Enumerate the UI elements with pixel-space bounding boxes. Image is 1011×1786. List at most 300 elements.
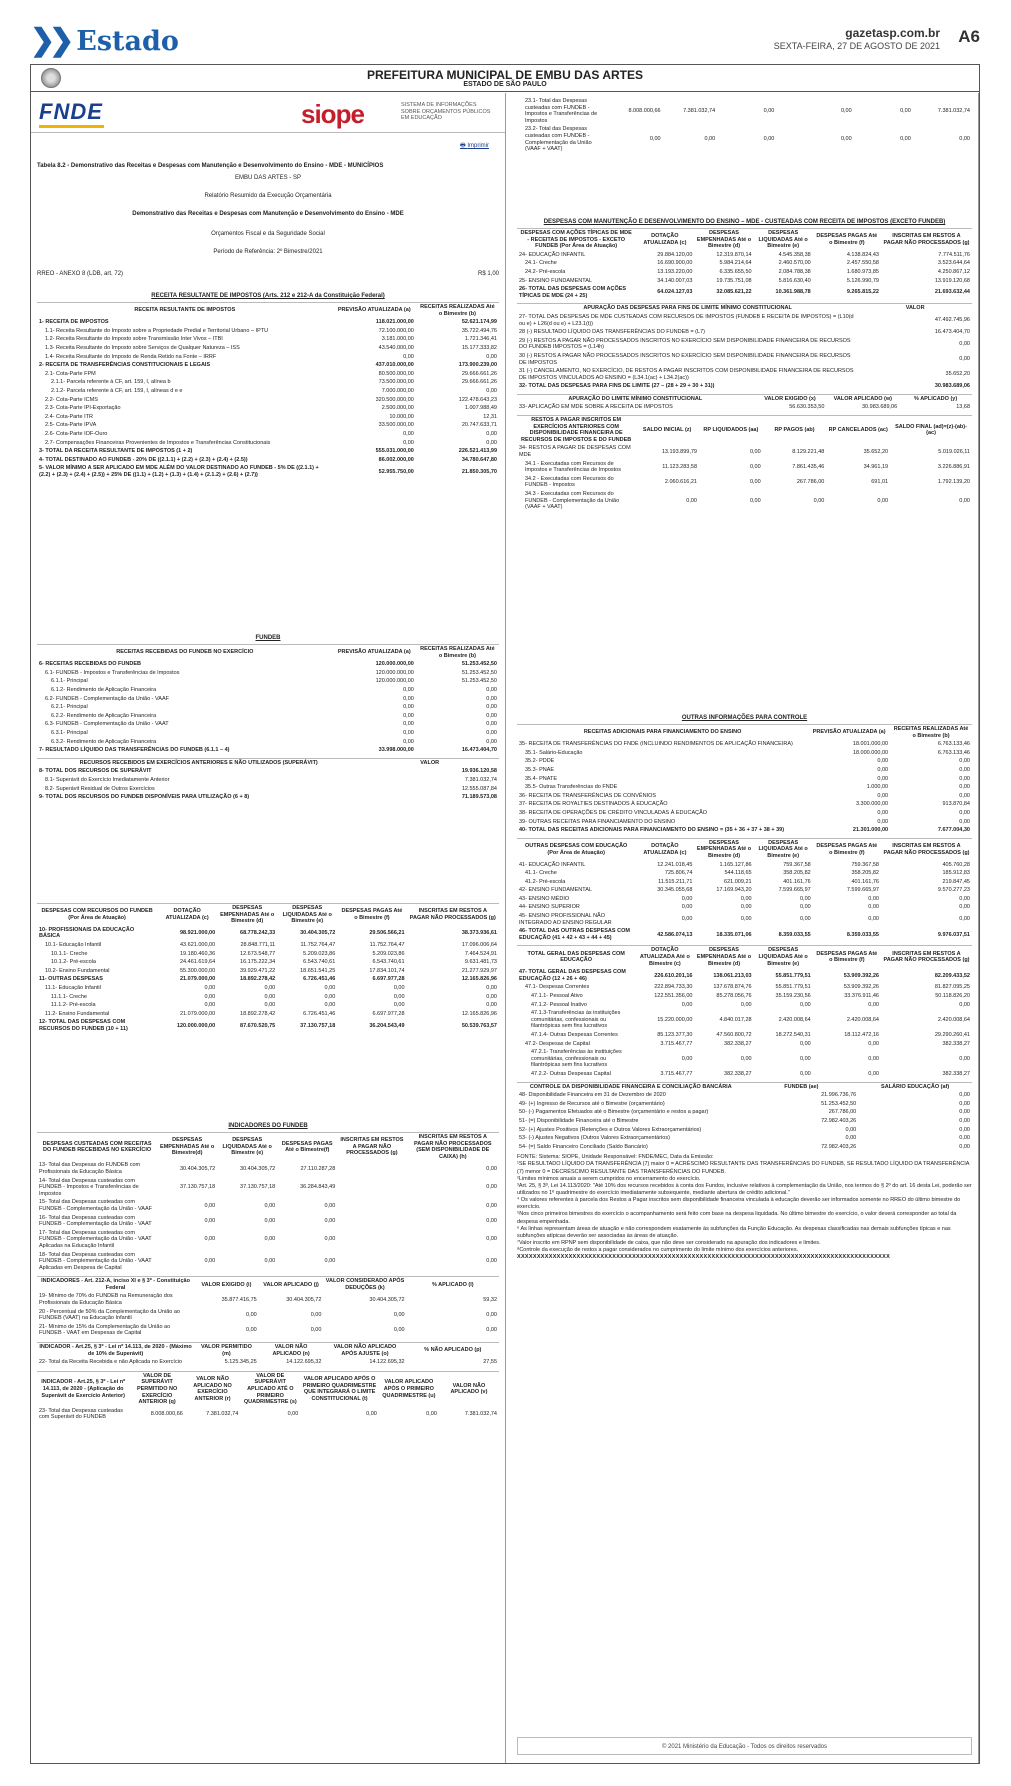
table-cell: 0,00 xyxy=(740,904,752,911)
table-cell: 21.850.305,70 xyxy=(461,468,497,475)
table-row xyxy=(37,669,499,678)
table-cell: 0,00 xyxy=(740,1055,752,1062)
table-cell: 0,00 xyxy=(800,1070,811,1077)
table-cell: 36- RECEITA DE TRANSFERÊNCIAS DE CONVÊNIOS xyxy=(519,792,657,799)
table-row xyxy=(517,983,972,992)
table-cell: 0,00 xyxy=(959,1117,970,1124)
superavit-application-table-cont xyxy=(517,97,972,154)
table-cell: 8- TOTAL DOS RECURSOS DE SUPERÁVIT xyxy=(39,768,152,775)
table-cell: 0,00 xyxy=(868,1055,879,1062)
table-cell: 0,00 xyxy=(959,497,970,504)
col-header: VALOR APLICADO APÓS O PRIMEIRO QUADRIMESTRE QUE INTEGRARÁ O LIMITE CONSTITUCIONAL (t) xyxy=(302,1376,377,1402)
table-row xyxy=(37,975,499,984)
table-row xyxy=(517,382,972,391)
table-cell: 21.277.929,97 xyxy=(461,967,497,974)
table-cell: 0,00 xyxy=(877,809,889,816)
table-row xyxy=(517,1048,972,1070)
table-cell: 14- Total das Despesas custeadas com FUNDEB - Impostos e Transferências de Impostos xyxy=(39,1177,139,1197)
table-cell: 0,00 xyxy=(749,497,761,504)
table-cell: 5.125.345,25 xyxy=(224,1359,257,1366)
reference-period: Período de Referência: 2º Bimestre/2021 xyxy=(213,249,323,255)
table-cell: 19.180.460,36 xyxy=(179,950,216,957)
table-cell: 7.599.665,97 xyxy=(778,887,811,894)
table-cell: 6.1.2- Rendimento de Aplicação Financeira xyxy=(51,686,157,693)
table-cell: 47.2.2- Outras Despesas Capital xyxy=(531,1070,611,1077)
table-cell: 12.555.087,84 xyxy=(461,785,497,792)
constitutional-indicators-table xyxy=(37,1276,499,1338)
table-row xyxy=(517,352,972,367)
table-row xyxy=(517,1143,972,1152)
table-cell: 41.2- Pré-escola xyxy=(525,878,566,885)
table-cell: 4.840.017,28 xyxy=(719,1016,752,1023)
right-column xyxy=(511,93,979,1763)
table-cell: 0,00 xyxy=(486,712,497,719)
table-cell: 6- RECEITAS RECEBIDAS DO FUNDEB xyxy=(39,661,141,668)
table-cell: 0,00 xyxy=(959,1126,970,1133)
table-row xyxy=(517,757,972,766)
chevron-right-icon: ❯❯ xyxy=(30,24,69,57)
table-cell xyxy=(337,1251,406,1273)
table-cell: 0,00 xyxy=(264,993,276,1000)
table-cell: 0,00 xyxy=(264,1236,276,1243)
table-cell: 10.1- Educação Infantil xyxy=(45,941,102,948)
table-cell: 39.929.471,22 xyxy=(240,967,276,974)
table-cell: 358.205,82 xyxy=(851,870,879,877)
table-row xyxy=(517,1100,972,1109)
table-title: Tabela 8.2 - Demonstrativo das Receitas e Despesas com Manutenção e Desenvolvimento do Ensino - MDE - MUNICÍPIOS xyxy=(37,163,384,169)
municipality: EMBU DAS ARTES - SP xyxy=(235,175,301,181)
publication-document xyxy=(30,64,980,1764)
table-cell: 0,00 xyxy=(204,1202,216,1209)
table-cell: 35.4- PNATE xyxy=(525,775,557,782)
table-cell: 20 - Percentual de 50% da Complementação da União ao FUNDEB (VAAT) na Educação Infantil xyxy=(39,1308,180,1322)
table-cell: 3.181.000,00 xyxy=(381,336,414,343)
col-header: DESPESAS PAGAS Até o Bimestre (f) xyxy=(816,233,878,246)
cash-availability-table xyxy=(517,1082,972,1152)
table-cell: 691,01 xyxy=(871,479,889,486)
table-cell: 2.1.1- Parcela referente à CF, art. 159, I, alínea b xyxy=(51,379,171,386)
table-cell: 0,00 xyxy=(204,1258,216,1265)
other-info-title: OUTRAS INFORMAÇÕES PARA CONTROLE xyxy=(681,715,808,721)
col-header: RECURSOS RECEBIDOS EM EXERCÍCIOS ANTERIORES E NÃO UTILIZADOS (SUPERÁVIT) xyxy=(79,759,318,766)
table-cell: 0,00 xyxy=(959,809,970,816)
table-cell: 86.002.000,00 xyxy=(378,456,414,463)
col-header: DESPESAS LIQUIDADAS Até o Bimestre (e) xyxy=(758,230,808,250)
table-row xyxy=(37,447,499,456)
table-cell: 47.1.4- Outras Despesas Correntes xyxy=(531,1031,618,1038)
table-cell: 6.3- FUNDEB - Complementação da União - VAAT xyxy=(45,721,169,728)
table-cell: 6.697.977,28 xyxy=(372,1010,405,1017)
col-header: % APLICADO (l) xyxy=(431,1281,474,1288)
table-cell: 0,00 xyxy=(800,916,811,923)
table-cell: 51.253.452,50 xyxy=(461,678,497,685)
table-cell: 2.3- Cota-Parte IPI-Exportação xyxy=(45,405,121,412)
table-cell: 120.000.000,00 xyxy=(375,678,414,685)
table-cell: 0,00 xyxy=(800,904,811,911)
table-cell: 0,00 xyxy=(486,1327,497,1334)
table-cell: 10.361.988,78 xyxy=(775,289,811,296)
col-header: VALOR NÃO APLICADO (n) xyxy=(272,1344,310,1357)
table-cell: 10- PROFISSIONAIS DA EDUCAÇÃO BÁSICA xyxy=(39,926,135,940)
footnote: ⁶ As linhas representam áreas de atuação e não correspondem exatamente às subfunções da Função Educação. As despesas classificadas nas demais subfunções típicas e nas subfunções atípicas deverão ser associadas às áreas de atuação. xyxy=(517,1225,951,1239)
table-cell: 13.193.899,79 xyxy=(661,448,697,455)
table-cell: 0,00 xyxy=(877,775,889,782)
table-cell: 12.319.870,14 xyxy=(716,251,752,258)
table-row xyxy=(517,861,972,870)
fundeb-revenue-table xyxy=(37,644,499,755)
left-column xyxy=(31,93,506,1763)
col-header: VALOR xyxy=(420,759,440,766)
table-cell: 35.652,20 xyxy=(945,371,970,378)
table-cell: 120.000.000,00 xyxy=(375,669,414,676)
table-cell: 0,00 xyxy=(959,1055,970,1062)
table-cell: 18.272.540,31 xyxy=(775,1031,811,1038)
table-cell: 5.019.026,11 xyxy=(938,448,970,455)
table-cell: 0,00 xyxy=(840,136,852,143)
table-cell: 0,00 xyxy=(403,695,414,702)
table-cell: 7.381.032,74 xyxy=(206,1411,239,1418)
table-cell: 0,00 xyxy=(403,353,414,360)
table-cell: 0,00 xyxy=(868,904,879,911)
table-cell: 267.786,00 xyxy=(796,479,825,486)
table-cell: 29.884.120,00 xyxy=(657,251,693,258)
table-cell: 185.912,83 xyxy=(942,870,970,877)
table-cell: 18.892.278,42 xyxy=(240,976,276,983)
table-cell: 21.079.000,00 xyxy=(179,976,216,983)
table-cell: 64.024.127,03 xyxy=(657,289,693,296)
table-row xyxy=(37,335,499,344)
col-header: DESPESAS LIQUIDADAS Até o Bimestre (e) xyxy=(758,947,808,967)
table-cell: 36.204.543,49 xyxy=(369,1022,405,1029)
table-cell: 19- Mínimo de 70% do FUNDEB na Remuneração dos Profissionais da Educação Básica xyxy=(39,1293,173,1307)
table-row xyxy=(37,926,499,941)
table-cell: 34.3 - Executadas com Recursos do FUNDEB - Complementação da União (VAAF + VAAT) xyxy=(525,491,620,511)
table-cell: 0,00 xyxy=(324,1202,336,1209)
footnote: ⁷Valor inscrito em RPNP sem disponibilidade de caixa, que não deve ser considerado na apuração dos indicadores e limites. xyxy=(517,1239,821,1246)
col-header: RP LIQUIDADOS (aa) xyxy=(703,426,759,433)
table-row xyxy=(517,1117,972,1126)
table-cell: 18.892.278,42 xyxy=(240,1010,276,1017)
table-cell: 122.478.643,23 xyxy=(458,396,497,403)
table-cell: 0,00 xyxy=(366,1411,377,1418)
table-cell: 28.848.771,11 xyxy=(240,941,276,948)
footnote: ⁸Controle da execução de restos a pagar considerados no cumprimento do limite mínimo dos exercícios anteriores. xyxy=(517,1247,799,1254)
table-cell: 2.5- Cota-Parte IPVA xyxy=(45,422,97,429)
col-header: SALÁRIO EDUCAÇÃO (af) xyxy=(881,1083,950,1090)
table-row xyxy=(517,475,972,490)
table-cell: 0,00 xyxy=(287,1411,299,1418)
col-header: RECEITAS REALIZADAS Até o Bimestre (b) xyxy=(420,646,495,659)
table-cell: 0,00 xyxy=(959,1109,970,1116)
table-cell: 13.193.220,00 xyxy=(657,268,693,275)
fnde-logo: FNDE xyxy=(39,99,103,124)
table-cell: 28 (-) RESULTADO LÍQUIDO DAS TRANSFERÊNCIAS DO FUNDEB = (L7) xyxy=(519,329,705,336)
table-row xyxy=(517,1134,972,1143)
table-cell: 9.265.815,22 xyxy=(846,289,879,296)
table-cell: 35.722.494,76 xyxy=(461,327,497,334)
table-row xyxy=(37,967,499,976)
table-row xyxy=(37,1358,499,1367)
table-cell: 87.670.520,75 xyxy=(240,1022,276,1029)
table-cell: 37.130.757,18 xyxy=(240,1184,276,1191)
table-cell: 7- RESULTADO LÍQUIDO DAS TRANSFERÊNCIAS DO FUNDEB (6.1.1 – 4) xyxy=(39,747,230,754)
table-row xyxy=(37,327,499,336)
table-cell: 80.500.000,00 xyxy=(378,370,414,377)
table-cell: 12.241.018,45 xyxy=(657,861,693,868)
table-cell: 8.359.033,55 xyxy=(778,931,811,938)
col-header: VALOR DE SUPERÁVIT APLICADO ATÉ O PRIMEIRO QUADRIMESTRE (s) xyxy=(243,1372,297,1406)
table-row xyxy=(37,746,499,755)
col-header: % NÃO APLICADO (p) xyxy=(424,1347,482,1354)
table-cell: 19.936.120,58 xyxy=(461,768,497,775)
table-cell: 6.697.977,28 xyxy=(372,976,405,983)
table-cell: 11.1- Educação Infantil xyxy=(45,984,101,991)
table-cell: 18- Total das Despesas custeadas com FUNDEB - Complementação da União - VAAT Aplicadas em Despesa de Capital xyxy=(39,1251,152,1271)
col-header: VALOR xyxy=(905,305,925,312)
table-cell: 1.1- Receita Resultante do Imposto sobre a Propriedade Predial e Territorial Urbano – IPTU xyxy=(45,327,269,334)
table-cell: 11- OUTRAS DESPESAS xyxy=(39,976,103,983)
table-cell: 0,00 xyxy=(877,818,889,825)
table-cell: 50- (-) Pagamentos Efetuados até o Bimestre (orçamentário e restos a pagar) xyxy=(519,1109,709,1116)
col-header: RECEITAS ADICIONAIS PARA FINANCIAMENTO DO ENSINO xyxy=(583,729,742,736)
org-name: PREFEITURA MUNICIPAL DE EMBU DAS ARTES xyxy=(366,68,643,82)
table-cell: 26- TOTAL DAS DESPESAS COM AÇÕES TÍPICAS DE MDE (24 + 25) xyxy=(519,286,627,299)
table-cell: 73.500.000,00 xyxy=(378,379,414,386)
site-info xyxy=(774,26,940,51)
table-cell: 6.3.1- Principal xyxy=(51,729,88,736)
print-link[interactable] xyxy=(460,141,489,151)
mde-section xyxy=(517,219,972,512)
table-cell: 31 (-) CANCELAMENTO, NO EXERCÍCIO, DE RESTOS A PAGAR INSCRITOS COM DISPONIBILIDADE FINANCEIRA DE RECURSOS DE IMPOSTOS VINCULADOS AO ENSINO = (L34.1(ac) + L34.2(ac)) xyxy=(519,368,854,381)
fundeb-expenses-section xyxy=(37,903,499,1034)
table-cell: 0,00 xyxy=(868,1070,879,1077)
table-cell: 0,00 xyxy=(749,479,761,486)
table-row xyxy=(37,361,499,370)
limit-calculation-table xyxy=(517,303,972,391)
table-cell: 6.543.740,61 xyxy=(303,959,336,966)
table-row xyxy=(37,984,499,993)
table-cell: 42- ENSINO FUNDAMENTAL xyxy=(519,887,592,894)
table-cell: 2.500.000,00 xyxy=(381,405,414,412)
fnde-logo-bar xyxy=(39,125,104,128)
table-cell: 24- EDUCAÇÃO INFANTIL xyxy=(519,251,586,258)
table-cell: 11.1.2- Pré-escola xyxy=(51,1002,96,1009)
table-row xyxy=(37,387,499,396)
table-row xyxy=(517,818,972,827)
table-cell: 7.599.665,97 xyxy=(846,887,879,894)
table-cell: 2- RECEITA DE TRANSFERÊNCIAS CONSTITUCIONAIS E LEGAIS xyxy=(39,362,211,369)
table-cell: 30.983.689,06 xyxy=(934,383,970,390)
table-cell: 21- Mínimo de 15% da Complementação da União ao FUNDEB - VAAT em Despesas de Capital xyxy=(39,1323,171,1337)
table-cell: 0,00 xyxy=(403,729,414,736)
table-cell: 53.909.392,26 xyxy=(843,972,879,979)
table-cell: 0,00 xyxy=(486,1258,497,1265)
table-cell: 382.338,27 xyxy=(942,1040,970,1047)
col-header: SALDO FINAL (ad)=(z)-(ab)-(ac) xyxy=(895,423,967,437)
table-cell: 219.847,45 xyxy=(942,878,970,885)
footnote: ³Art. 25, § 3º, Lei 14.113/2020: "Até 10% dos recursos recebidos à conta dos Fundos, inclusive relativos à complementação da União, nos termos do § 2º do art. 16 desta Lei, poderão ser utilizados no 1º quadrimestre do exercício imediatamente subsequente, mediante abertura de crédito adicional." xyxy=(517,1182,972,1196)
table-cell: 47.2.1- Transferências às instituições comunitárias, confessionais ou filantrópicas sem fins lucrativos xyxy=(531,1049,622,1069)
table-cell: 0,00 xyxy=(900,136,911,143)
table-row xyxy=(37,793,499,802)
table-cell: 42.586.074,13 xyxy=(657,931,693,938)
table-cell: 725.806,74 xyxy=(664,870,693,877)
table-cell: 555.031.000,00 xyxy=(375,448,414,455)
table-row xyxy=(517,1040,972,1049)
table-row xyxy=(37,370,499,379)
separator-line: XXXXXXXXXXXXXXXXXXXXXXXXXXXXXXXXXXXXXXXXXXXXXXXXXXXXXXXXXXXXXXXXXXXXXXXXXXXXXXXXXXXXXXXXXXXXXX xyxy=(517,1254,891,1261)
col-header: OUTRAS DESPESAS COM EDUCAÇÃO (Por Área de Atuação) xyxy=(524,843,628,856)
table-row xyxy=(517,895,972,904)
table-row xyxy=(37,720,499,729)
table-row xyxy=(37,686,499,695)
table-cell: 0,00 xyxy=(959,818,970,825)
table-cell: 9- TOTAL DOS RECURSOS DO FUNDEB DISPONÍVEIS PARA UTILIZAÇÃO (6 + 8) xyxy=(39,794,250,801)
site-url[interactable]: gazetasp.com.br xyxy=(845,26,940,40)
table-row xyxy=(517,403,972,412)
table-cell: 16- Total das Despesas custeadas com FUNDEB - Complementação da União - VAAT xyxy=(39,1214,152,1228)
table-cell: 16.690.900,00 xyxy=(657,260,693,267)
table-row xyxy=(517,809,972,818)
footnote: ²Limites mínimos anuais a serem cumpridos no encerramento do exercício. xyxy=(517,1175,701,1182)
table-cell: 2.6- Cota-Parte IOF-Ouro xyxy=(45,430,108,437)
mde-expenses-table xyxy=(517,228,972,300)
table-cell: 25- ENSINO FUNDAMENTAL xyxy=(519,277,592,284)
table-cell: 72.982.403,26 xyxy=(821,1117,857,1124)
col-header: DESPESAS LIQUIDADAS Até o Bimestre (e) xyxy=(222,1137,272,1157)
table-cell: 759.367,58 xyxy=(783,861,811,868)
table-cell: 0,00 xyxy=(403,686,414,693)
table-cell: 35.877.416,75 xyxy=(221,1296,257,1303)
table-cell: 0,00 xyxy=(393,993,405,1000)
table-cell: 1.007.988,49 xyxy=(464,405,497,412)
table-cell: 34.780.647,80 xyxy=(461,456,497,463)
table-row xyxy=(517,912,972,927)
table-cell: 0,00 xyxy=(486,695,497,702)
table-row xyxy=(37,1229,499,1251)
table-cell: 0,00 xyxy=(877,766,889,773)
statement-name: Demonstrativo das Receitas e Despesas com Manutenção e Desenvolvimento do Ensino - MDE xyxy=(132,211,404,217)
table-cell: 24.2- Pré-escola xyxy=(525,268,566,275)
table-cell: 120.000.000,00 xyxy=(375,661,414,668)
table-cell: 12- TOTAL DAS DESPESAS COM RECURSOS DO FUNDEB (10 + 11) xyxy=(39,1019,128,1032)
table-cell: 30.404.305,72 xyxy=(369,1296,405,1303)
table-cell: 405.760,28 xyxy=(942,861,970,868)
table-cell: 55.300.000,00 xyxy=(179,967,216,974)
table-cell: 24.461.619,64 xyxy=(179,959,216,966)
table-cell: 3.523.644,64 xyxy=(937,260,970,267)
table-cell: 72.982.403,26 xyxy=(821,1143,857,1150)
table-cell: 0,00 xyxy=(204,984,216,991)
table-row xyxy=(37,785,499,794)
table-cell: 0,00 xyxy=(324,1258,336,1265)
newspaper-masthead xyxy=(30,24,980,60)
table-cell: 0,00 xyxy=(959,895,970,902)
table-cell: 3.300.000,00 xyxy=(855,801,889,808)
table-cell: 51- (=) Disponibilidade Financeira até o Bimestre xyxy=(519,1117,639,1124)
rreo-annex: RREO - ANEXO 8 (LDB, art. 72) xyxy=(37,271,124,277)
table-cell: 0,00 xyxy=(749,448,761,455)
table-row xyxy=(37,1308,499,1323)
table-cell: 0,00 xyxy=(877,497,889,504)
table-cell: 30.345.055,68 xyxy=(657,887,693,894)
table-cell: 3.715.467,77 xyxy=(660,1070,693,1077)
table-cell: 2.1- Cota-Parte FPM xyxy=(45,370,96,377)
table-row xyxy=(37,767,499,776)
table-cell: 913.870,84 xyxy=(942,801,970,808)
newspaper-logo xyxy=(30,26,179,56)
table-cell: 358.205,82 xyxy=(783,870,811,877)
table-row xyxy=(37,1214,499,1229)
currency-unit: R$ 1,00 xyxy=(477,271,499,277)
table-cell: 544.118,65 xyxy=(724,870,752,877)
table-row xyxy=(517,1001,972,1010)
table-cell: 33.500.000,00 xyxy=(378,422,414,429)
table-cell: 45- ENSINO PROFISSIONAL NÃO INTEGRADO AO ENSINO REGULAR xyxy=(519,913,612,926)
table-cell: 0,00 xyxy=(486,721,497,728)
table-cell: 0,00 xyxy=(845,1126,857,1133)
table-cell: 6.3.2- Rendimento de Aplicação Financeira xyxy=(51,738,157,745)
report-intro xyxy=(37,141,499,291)
table-cell: 9.631.481,73 xyxy=(464,959,497,966)
table-cell xyxy=(337,1177,406,1199)
table-cell: 29.666.661,26 xyxy=(461,370,497,377)
table-cell: 0,00 xyxy=(749,463,761,470)
table-cell: 1.165.127,86 xyxy=(719,861,752,868)
table-cell: 0,00 xyxy=(486,984,497,991)
total-education-table xyxy=(517,945,972,1078)
table-cell: 33- APLICAÇÃO EM MDE SOBRE A RECEITA DE IMPOSTOS xyxy=(519,404,673,411)
table-row xyxy=(517,878,972,887)
table-cell: 22- Total da Receita Recebida e não Aplicada no Exercício xyxy=(39,1359,182,1366)
table-cell: 0,00 xyxy=(204,993,216,1000)
table-cell: 7.381.032,74 xyxy=(937,107,970,114)
fundeb-section xyxy=(37,635,499,802)
table-cell: 0,00 xyxy=(959,916,970,923)
table-cell: 7.000.000,00 xyxy=(381,387,414,394)
table-cell: 437.010.000,00 xyxy=(375,362,414,369)
table-cell: 41.1- Creche xyxy=(525,870,557,877)
table-cell: 18.651.541,25 xyxy=(300,967,336,974)
table-cell: 35.3- PNAE xyxy=(525,766,555,773)
table-cell: 32.085.621,22 xyxy=(716,289,752,296)
table-cell: 47.560.800,72 xyxy=(716,1031,752,1038)
table-cell: 15.220.000,00 xyxy=(657,1016,693,1023)
table-cell: 51.253.452,50 xyxy=(461,661,497,668)
table-cell: 0,00 xyxy=(486,430,497,437)
table-row xyxy=(517,277,972,286)
table-cell: 0,00 xyxy=(763,107,775,114)
tax-revenue-title: RECEITA RESULTANTE DE IMPOSTOS (Arts. 212 e 212-A da Constituição Federal) xyxy=(151,293,385,299)
table-cell: 0,00 xyxy=(324,1217,336,1224)
table-cell: 7.381.032,74 xyxy=(464,776,497,783)
table-cell: 44- ENSINO SUPERIOR xyxy=(519,904,580,911)
table-cell: 0,00 xyxy=(740,1001,752,1008)
table-row xyxy=(517,749,972,758)
table-cell: 50.539.763,57 xyxy=(461,1022,497,1029)
table-cell: 0,00 xyxy=(486,439,497,446)
table-cell: 6.726.451,46 xyxy=(303,976,336,983)
table-cell: 21.079.000,00 xyxy=(179,1010,216,1017)
table-cell: 39- OUTRAS RECEITAS PARA FINANCIAMENTO DO ENSINO xyxy=(519,818,676,825)
table-cell: 2.084.788,38 xyxy=(778,268,811,275)
table-cell: 35.5- Outras Transferências do FNDE xyxy=(525,784,618,791)
table-cell: 30.404.305,72 xyxy=(240,1165,276,1172)
table-cell: 6.763.133,46 xyxy=(937,749,970,756)
superavit-application-table xyxy=(37,1371,499,1422)
table-cell: 11.1.1- Creche xyxy=(51,993,87,1000)
table-cell: 5.126.990,79 xyxy=(846,277,879,284)
